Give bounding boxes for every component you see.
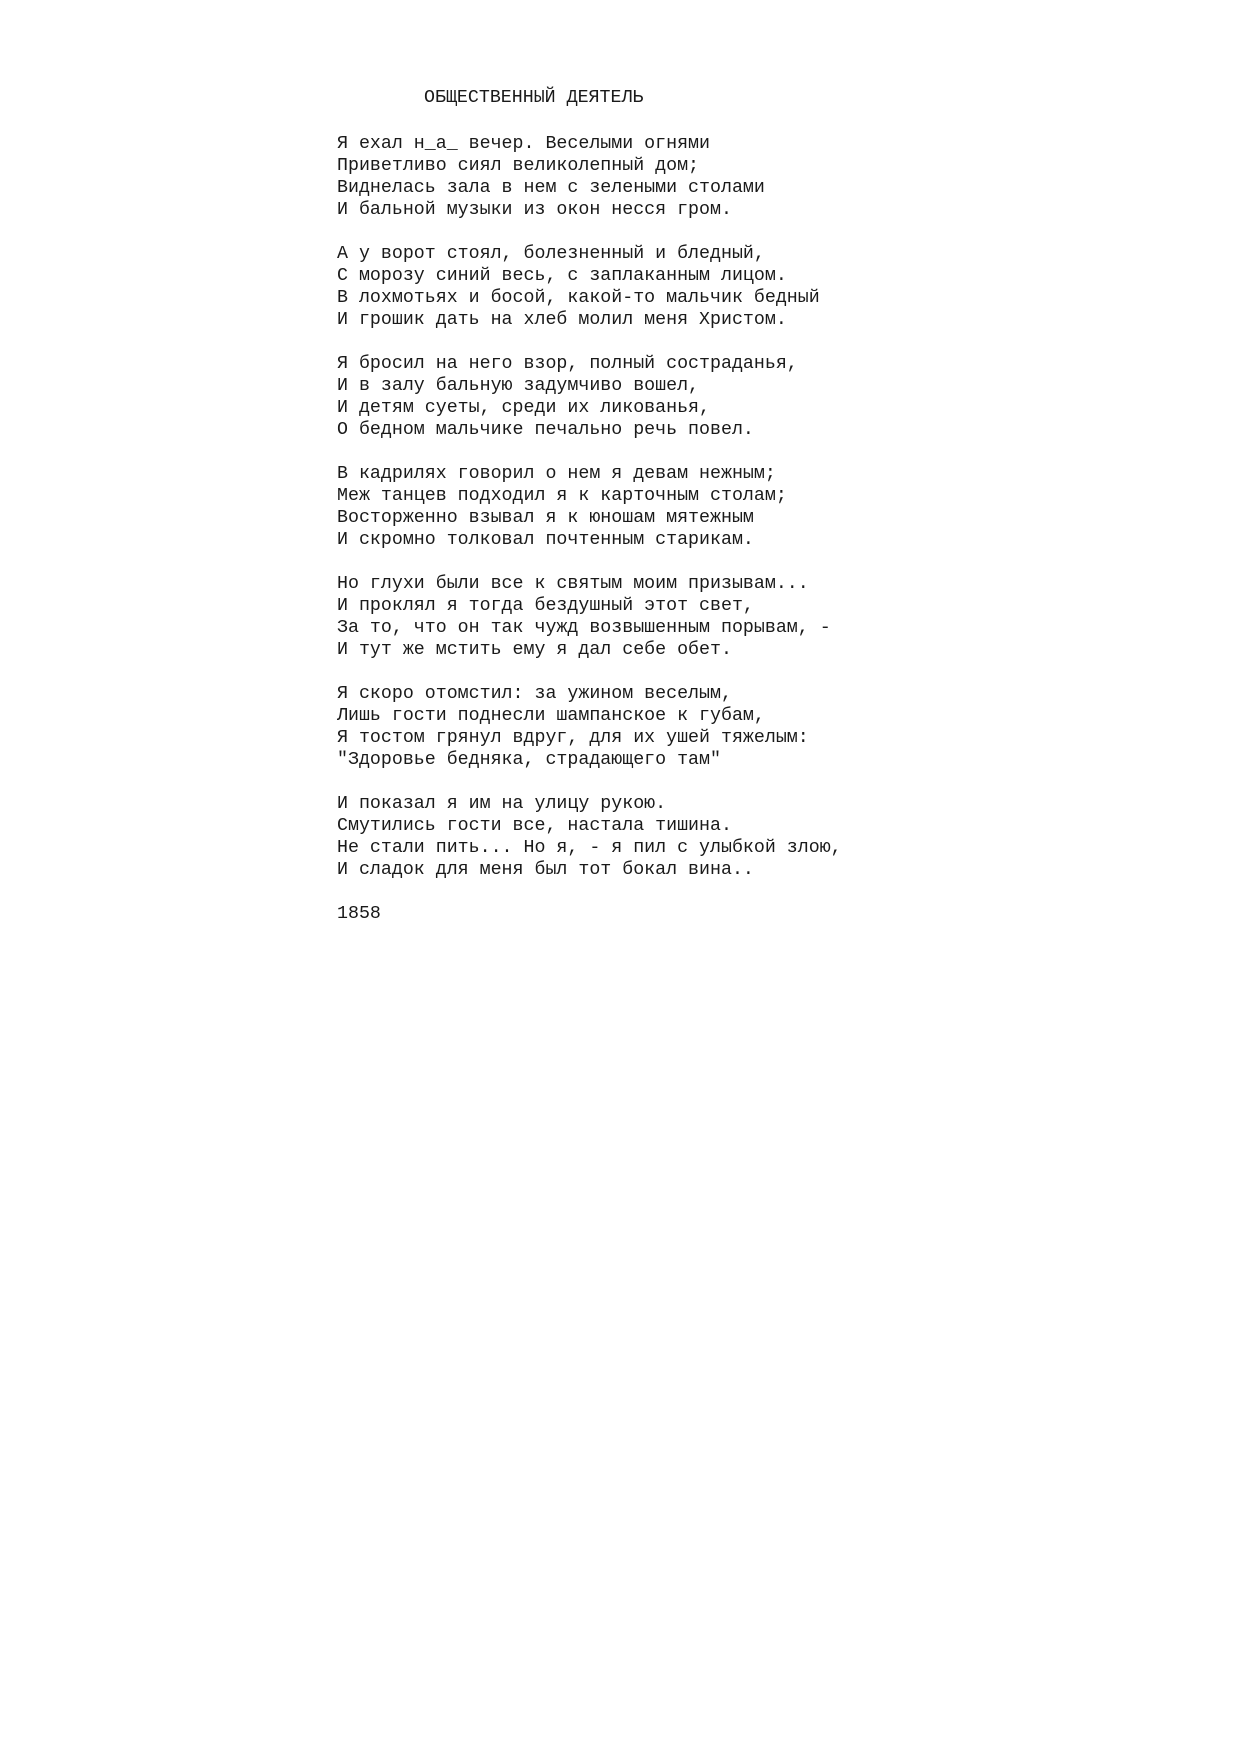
poem-line: Восторженно взывал я к юношам мятежным bbox=[337, 508, 754, 528]
poem-line: Я ехал н_а_ вечер. Веселыми огнями bbox=[337, 134, 710, 154]
poem-line: Меж танцев подходил я к карточным столам; bbox=[337, 486, 787, 506]
poem-line: И скромно толковал почтенным старикам. bbox=[337, 530, 754, 550]
poem-line: И проклял я тогда бездушный этот свет, bbox=[337, 596, 754, 616]
stanza-6 bbox=[337, 683, 1217, 771]
poem-line: О бедном мальчике печально речь повел. bbox=[337, 420, 754, 440]
poem-line: Я тостом грянул вдруг, для их ушей тяжелым: bbox=[337, 728, 809, 748]
stanza-2 bbox=[337, 243, 1217, 331]
poem-line: Я бросил на него взор, полный состраданья, bbox=[337, 354, 798, 374]
poem-line: И показал я им на улицу рукою. bbox=[337, 794, 667, 814]
poem-line: За то, что он так чужд возвышенным порывам, - bbox=[337, 618, 831, 638]
poem-line: С морозу синий весь, с заплаканным лицом. bbox=[337, 266, 787, 286]
poem-title: ОБЩЕСТВЕННЫЙ ДЕЯТЕЛЬ bbox=[424, 88, 644, 108]
poem-line: В лохмотьях и босой, какой-то мальчик бедный bbox=[337, 288, 820, 308]
stanza-7 bbox=[337, 793, 1217, 881]
poem-body bbox=[337, 133, 1217, 925]
poem-line: И бальной музыки из окон несся гром. bbox=[337, 200, 732, 220]
poem-line: Смутились гости все, настала тишина. bbox=[337, 816, 732, 836]
poem-line: Я скоро отомстил: за ужином веселым, bbox=[337, 684, 732, 704]
poem-line: В кадрилях говорил о нем я девам нежным; bbox=[337, 464, 776, 484]
stanza-1 bbox=[337, 133, 1217, 221]
poem-line: И детям суеты, среди их ликованья, bbox=[337, 398, 710, 418]
poem-line: И грошик дать на хлеб молил меня Христом. bbox=[337, 310, 787, 330]
poem-line: А у ворот стоял, болезненный и бледный, bbox=[337, 244, 765, 264]
poem-line: И тут же мстить ему я дал себе обет. bbox=[337, 640, 732, 660]
stanza-5 bbox=[337, 573, 1217, 661]
poem-line: Но глухи были все к святым моим призывам... bbox=[337, 574, 809, 594]
poem-line: И сладок для меня был тот бокал вина.. bbox=[337, 860, 754, 880]
stanza-4 bbox=[337, 463, 1217, 551]
poem-line: Виднелась зала в нем с зелеными столами bbox=[337, 178, 765, 198]
poem-year: 1858 bbox=[337, 904, 381, 924]
poem-line: Приветливо сиял великолепный дом; bbox=[337, 156, 700, 176]
poem-line: Не стали пить... Но я, - я пил с улыбкой злою, bbox=[337, 838, 842, 858]
poem-line: Лишь гости поднесли шампанское к губам, bbox=[337, 706, 765, 726]
poem-line: "Здоровье бедняка, страдающего там" bbox=[337, 750, 721, 770]
poem-line: И в залу бальную задумчиво вошел, bbox=[337, 376, 700, 396]
stanza-3 bbox=[337, 353, 1217, 441]
